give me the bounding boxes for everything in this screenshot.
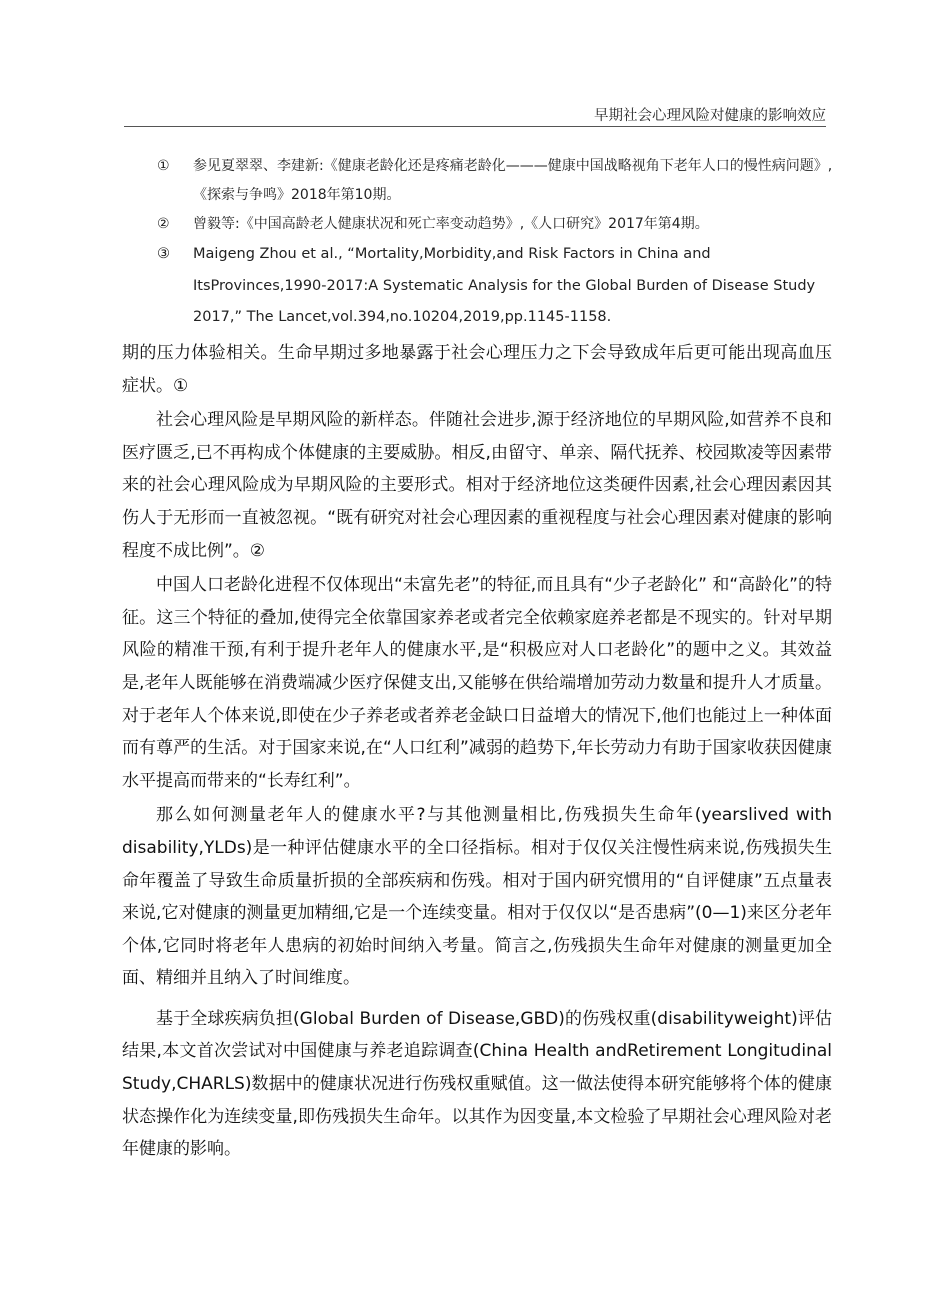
- paragraph-4: 那么如何测量老年人的健康水平?与其他测量相比,伤残损失生命年(yearslived with disability,YLDs)是一种评估健康水平的全口径指标。相对于仅仅关注慢性病来说,伤残损失生命年覆盖了导致生命质量折损的全部疾病和伤残。相对于国内研究惯用的“自评健康”五点量表来说,它对健康的测量更加精细,它是一个连续变量。相对于仅仅以“是否患病”(0—1)来区分老年个体,它同时将老年人患病的初始时间纳入考量。简言之,伤残损失生命年对健康的测量更加全面、精细并且纳入了时间维度。: [122, 805, 832, 989]
- footnote-marker: ②: [157, 216, 170, 232]
- paragraph-5: 基于全球疾病负担(Global Burden of Disease,GBD)的伤残权重(disabilityweight)评估结果,本文首次尝试对中国健康与养老追踪调查(China Health andRetirement Longitudinal Study,CHARLS)数据中的健康状况进行伤残权重赋值。这一做法使得本研究能够将个体的健康状态操作化为连续变量,即伤残损失生命年。以其作为因变量,本文检验了早期社会心理风险对老年健康的影响。: [122, 1008, 832, 1160]
- body-text: [122, 337, 832, 1168]
- footnote-3: [157, 239, 847, 334]
- footnote-marker: ③: [157, 246, 170, 262]
- footnote-2: [157, 210, 847, 239]
- footnote-text: Maigeng Zhou et al., “Mortality,Morbidity,and Risk Factors in China and ItsProvinces,1990-2017:A Systematic Analysis for the Global Burden of Disease Study 2017,” The Lancet,vol.394,no.10204,2019,pp.1145-1158.: [193, 246, 816, 325]
- footnote-text: 参见夏翠翠、李建新:《健康老龄化还是疼痛老龄化———健康中国战略视角下老年人口的慢性病问题》,《探索与争鸣》2018年第10期。: [193, 158, 833, 203]
- header-divider: [124, 126, 826, 127]
- footnote-text: 曾毅等:《中国高龄老人健康状况和死亡率变动趋势》,《人口研究》2017年第4期。: [193, 216, 709, 232]
- paragraph-1: 期的压力体验相关。生命早期过多地暴露于社会心理压力之下会导致成年后更可能出现高血压症状。①: [122, 343, 832, 396]
- running-header-title: 早期社会心理风险对健康的影响效应: [594, 108, 826, 124]
- paragraph-3: 中国人口老龄化进程不仅体现出“未富先老”的特征,而且具有“少子老龄化” 和“高龄化”的特征。这三个特征的叠加,使得完全依靠国家养老或者完全依赖家庭养老都是不现实的。针对早期风险的精准干预,有利于提升老年人的健康水平,是“积极应对人口老龄化”的题中之义。其效益是,老年人既能够在消费端减少医疗保健支出,又能够在供给端增加劳动力数量和提升人才质量。对于老年人个体来说,即使在少子养老或者养老金缺口日益增大的情况下,他们也能过上一种体面而有尊严的生活。对于国家来说,在“人口红利”减弱的趋势下,年长劳动力有助于国家收获因健康水平提高而带来的“长寿红利”。: [122, 575, 832, 791]
- footnote-1: [157, 152, 847, 210]
- footnotes: [157, 152, 847, 334]
- footnote-marker: ①: [157, 158, 170, 174]
- paragraph-2: 社会心理风险是早期风险的新样态。伴随社会进步,源于经济地位的早期风险,如营养不良和医疗匮乏,已不再构成个体健康的主要威胁。相反,由留守、单亲、隔代抚养、校园欺凌等因素带来的社会心理风险成为早期风险的主要形式。相对于经济地位这类硬件因素,社会心理因素因其伤人于无形而一直被忽视。“既有研究对社会心理因素的重视程度与社会心理因素对健康的影响程度不成比例”。②: [122, 410, 832, 561]
